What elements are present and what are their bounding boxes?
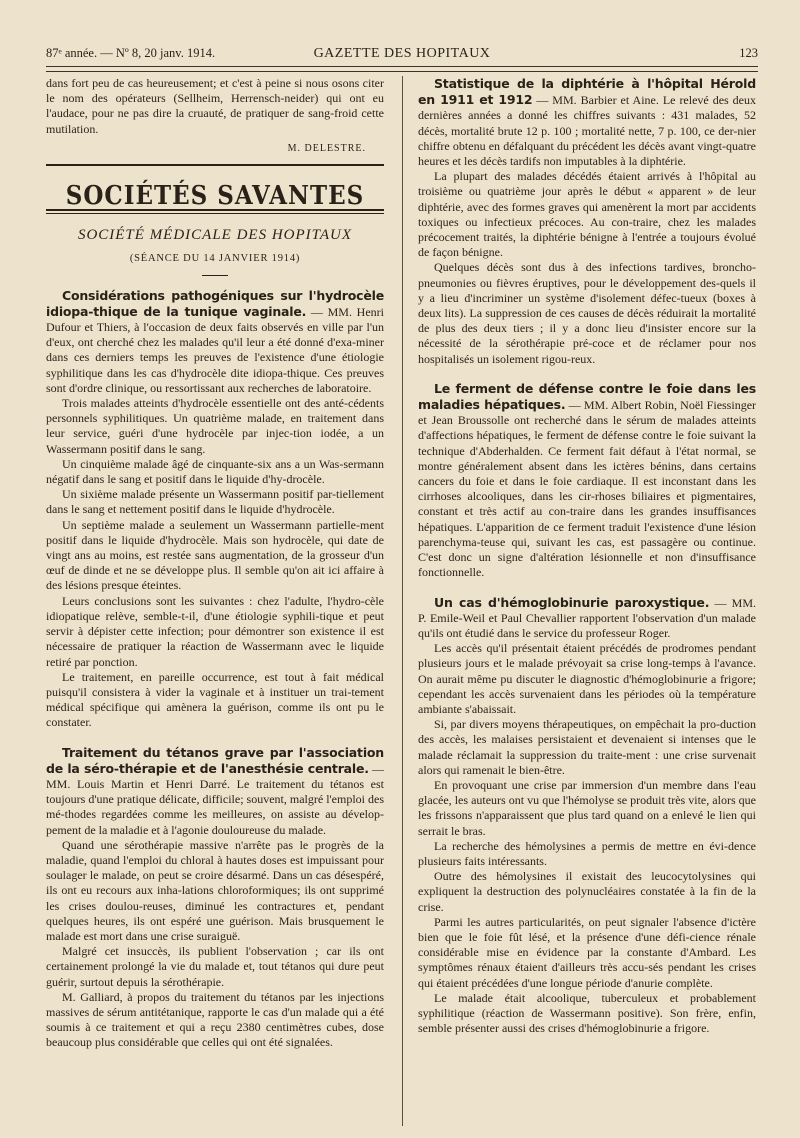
article-title: Considérations pathogéniques sur l'hydrocèle idiopa-thique de la tunique vaginale.: [46, 287, 384, 319]
article-title: Le ferment de défense contre le foie dans les maladies hépatiques.: [418, 380, 756, 413]
header-rule: [46, 66, 758, 67]
paragraph: Outre des hémolysines il existait des leucocytolysines qui expliquent la destruction des polynucléaires constatée à la fin de la crise.: [418, 869, 756, 914]
article-paragraph: [46, 745, 384, 838]
paragraph: Un septième malade a seulement un Wassermann partielle-ment positif dans le liquide d'hydrocèle. Mais son hydrocèle, qui date de vingt ans au moins, est restée sans augmentation, de la grosseur d'un œuf de dinde et ne se développe plus. Il semble qu'on ait ici affaire à des lésions presque éteintes.: [46, 517, 384, 593]
paragraph: Un sixième malade présente un Wassermann positif par-tiellement dans le sang et nettement positif dans le liquide d'hydrocèle.: [46, 487, 384, 517]
article-title: Traitement du tétanos grave par l'association de la séro-thérapie et de l'anesthésie centrale.: [46, 744, 384, 776]
article-paragraph: [418, 381, 756, 581]
header-rule-thin: [46, 71, 758, 72]
article-paragraph: [418, 76, 756, 169]
paragraph: Quelques décès sont dus à des infections tardives, broncho-pneumonies ou fièvres éruptives, pour le développement des-quels il y a lieu d'incriminer un système d'isolement défec-tueux (boxes à deux lits). La suppression de ces causes de décès réduirait la mortalité de plus des deux tiers ; il y a donc lieu d'insister encore sur la nécessité de la sérothérapie pré-coce et de réclamer pour nos hospitalisés un isolement rigou-reux.: [418, 260, 756, 366]
page-header: [46, 42, 758, 64]
paragraph: M. Galliard, à propos du traitement du tétanos par les injections massives de sérum antitétanique, rapporte le cas d'un malade qui a été soumis à ce traitement et qui a reçu 2380 centimètres cubes, dose beaucoup plus considérable que celles qui ont été signalées.: [46, 989, 384, 1050]
paragraph: Malgré cet insuccès, ils publient l'observation ; car ils ont certainement prolongé la vie du malade et, tout tétanos qui dure peut guérir, surtout depuis la sérothérapie.: [46, 944, 384, 989]
section-rule-thin: [46, 213, 384, 214]
article-title: Un cas d'hémoglobinurie paroxystique.: [434, 594, 710, 610]
author-signature: M. DELESTRE.: [287, 142, 366, 154]
paragraph: Le traitement, en pareille occurrence, est tout à fait médical puisqu'il consistera à vider la vaginale et à instituer un trai-tement médical spécifique qui amènera la guérison, comme ils ont pu le constater.: [46, 669, 384, 730]
session-date: (SÉANCE DU 14 JANVIER 1914): [129, 253, 301, 265]
article-text: — MM. Henri Dufour et Thiers, à l'occasion de deux faits observés en ville par l'un d'eux, ont cherché chez les malades qu'il leur a été donné d'exa-miner dans ces derniers temps les preuves de l'existence d'une étiologie syphilitique dans les cas d'hydrocèle dite idiopa-thique. Ces preuves sont d'ordre clinique, ou ressortissant aux recherches de laboratoire.: [46, 304, 384, 395]
section-title: SOCIÉTÉS SAVANTES: [65, 179, 365, 212]
article-title: Statistique de la diphtérie à l'hôpital Hérold en 1911 et 1912: [418, 76, 756, 108]
article-paragraph: [418, 595, 756, 642]
paragraph: La plupart des malades décédés étaient arrivés à l'hôpital au troisième ou quatrième jour après le début « apparent » de leur diphtérie, avec des formes graves qui amenèrent la mort par accidents toxiques ou infectieux précoces. Au con-traire, chez les malades précocement traités, la diphtérie bénigne à l'entrée a toujours évolué de façon bénigne.: [418, 169, 756, 260]
paragraph: dans fort peu de cas heureusement; et c'est à peine si nous osons citer le nom des opérateurs (Sellheim, Herrensch-neider) qui ont eu l'audace, pour ne pas dire la cruauté, de pratiquer de sang-froid cette mutilation.: [46, 76, 384, 136]
article-text: — MM. P. Emile-Weil et Paul Chevallier rapportent l'observation d'un malade qu'ils ont étudié dans le service du professeur Roger.: [418, 595, 756, 640]
paragraph: Un cinquième malade âgé de cinquante-six ans a un Was-sermann négatif dans le sang et positif dans le liquide d'hy-drocèle.: [46, 456, 384, 487]
paragraph: Leurs conclusions sont les suivantes : chez l'adulte, l'hydro-cèle idiopatique relève, semble-t-il, d'une étiologie syphili-tique et peut servir à dépister cette infection; pour démontrer son existence il est nécessaire de pratiquer la réaction de Wassermann avec le liquide retiré par ponction.: [46, 593, 384, 669]
left-column: [46, 76, 384, 1051]
paragraph: Trois malades atteints d'hydrocèle essentielle ont des anté-cédents personnels syphilitiques. Un quatrième malade, en traitement dans leur service, guéri d'une hydrocèle par injec-tion iodée, a un Wassermann positif dans le sang.: [46, 396, 384, 456]
journal-title: GAZETTE DES HOPITAUX: [313, 46, 491, 61]
society-name: SOCIÉTÉ MÉDICALE DES HOPITAUX: [77, 227, 353, 244]
paragraph: Quand une sérothérapie massive n'arrête pas le progrès de la maladie, quand l'emploi du chloral à hautes doses est impuissant pour soulager le malade, on peut se croire désarmé. Dans un cas désespéré, ils ont eu recours aux inha-lations chloroformiques; ils ont supprimé les crises doulou-reuses, diminué les contractures et, pendant quelques heures, ils ont espéré une guérison. Mais brusquement le malade est mort dans une crise suraiguë.: [46, 837, 384, 943]
column-divider: [402, 76, 403, 1126]
article-text: — MM. Albert Robin, Noël Fiessinger et Jean Broussolle ont recherché dans le sérum de malades atteints d'affections hépatiques, le ferment de défense contre le foie suivant la technique d'Abderhalden. Ce ferment fait défaut à l'état normal, se montre généralement absent dans les ictères bénins, dans certains cancers du foie et dans le foie cardiaque. Il est inconstant dans les cirrhoses alcooliques, dans les cir-rhoses biliaires et pigmentaires, constant et très actif au con-traire dans les grandes insuffisances hépatiques. L'apparition de ce ferment traduit l'existence d'une lésion parenchyma-teuse qui, suivant les cas, est passagère ou continue. C'est donc un signe d'altération lésionnelle et non d'insuffisance fonctionnelle.: [418, 398, 757, 580]
paragraph: Les accès qu'il présentait étaient précédés de prodromes pendant plusieurs jours et le malade prévoyait sa crise long-temps à l'avance. On aurait même pu discuter le diagnostic d'hémoglobinurie a frigore; cependant les accès survenaient dans les périodes où la température ambiante s'abaissait.: [418, 641, 756, 716]
paragraph: En provoquant une crise par immersion d'un membre dans l'eau glacée, les auteurs ont vu que l'hémolyse se produit très vite, alors que les frissons n'apparaissent que plus tard quand on a enlevé le lien qui serrait le bras.: [418, 777, 756, 838]
page-number: 123: [739, 46, 758, 60]
article-text: — MM. Louis Martin et Henri Darré. Le traitement du tétanos est toujours d'une pratique délicate, difficile; souvent, malgré l'emploi des mé-thodes regardées comme les meilleures, on assiste au dévelop-pement de la maladie et à l'agonie douloureuse du malade.: [46, 761, 385, 837]
article-text: — MM. Barbier et Aine. Le relevé des deux dernières années a donné les chiffres suivants : 431 malades, 52 décès, mortalité brute 12 p. 100 ; mortalité nette, 7 p. 100, ce der-nier chiffre obtenu en défalquant du précédent les décès avant vingt-quatre heures et les décès tardifs non imputables à la diphtérie.: [418, 93, 757, 169]
issue-info: 87ᵉ année. — Nº 8, 20 janv. 1914.: [46, 46, 216, 60]
paragraph: La recherche des hémolysines a permis de mettre en évi-dence plusieurs faits intéressants.: [418, 838, 756, 868]
article-paragraph: [46, 288, 384, 396]
right-column: [418, 76, 756, 1036]
paragraph: Si, par divers moyens thérapeutiques, on empêchait la pro-duction des accès, les malaises persistaient et devenaient si intenses que le malade réclamait la suppression du traite-ment : une crise survenait alors qui ramenait le bien-être.: [418, 717, 756, 777]
paragraph: Le malade était alcoolique, tuberculeux et probablement syphilitique (réaction de Wassermann positive). Son frère, enfin, semble présenter aussi des crises d'hémoglobinurie a frigore.: [418, 990, 756, 1036]
divider: [202, 275, 228, 276]
paragraph: Parmi les autres particularités, on peut signaler l'absence d'ictère bien que le foie fût lésé, et la présence d'une défi-cience rénale considérable mise en évidence par la constante d'Ambard. Les symptômes rénaux étaient d'ailleurs très accu-sés pendant les crises qui étaient précédées d'une longue période d'anurie complète.: [418, 914, 756, 990]
section-rule: [46, 164, 384, 166]
